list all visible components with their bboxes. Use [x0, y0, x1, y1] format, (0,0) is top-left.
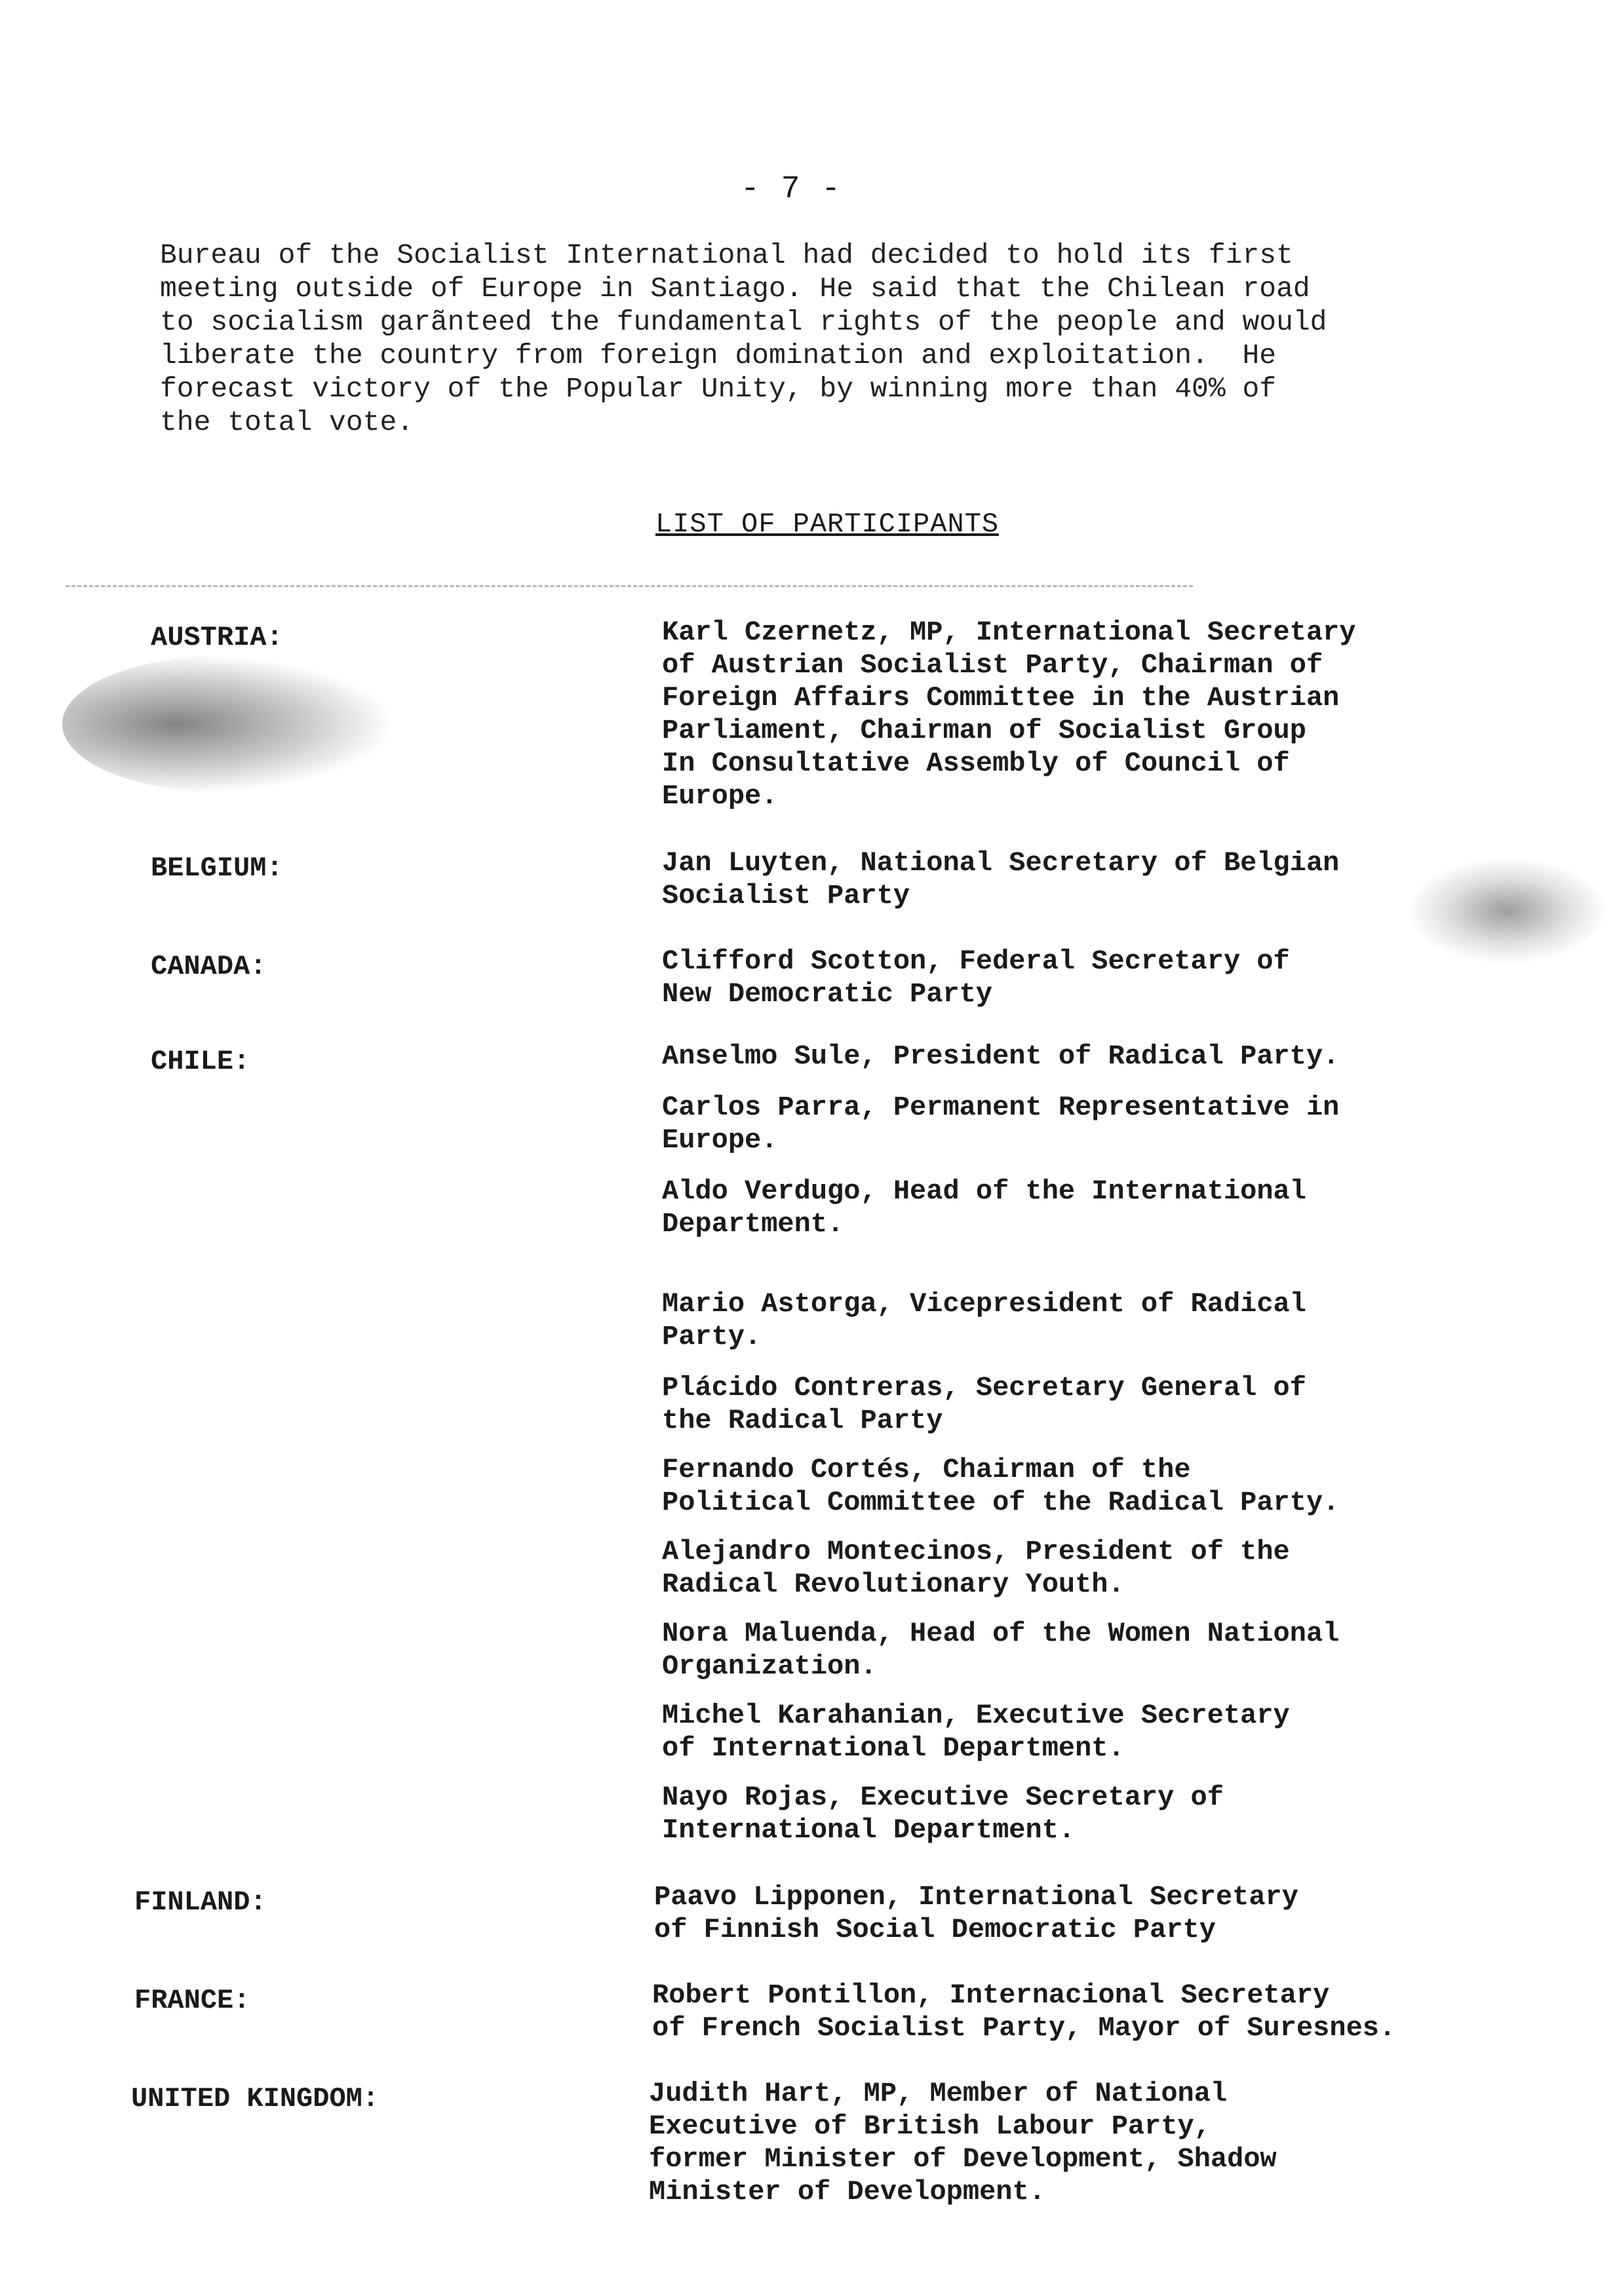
participant-entry: Clifford Scotton, Federal Secretary of New Democratic Party: [662, 946, 1290, 1010]
participant-entry: Mario Astorga, Vicepresident of Radical Party.: [662, 1288, 1306, 1352]
intro-line: meeting outside of Europe in Santiago. He said that the Chilean road: [160, 273, 1310, 305]
country-united-kingdom: UNITED KINGDOM:: [131, 2083, 379, 2114]
participant-entry: Karl Czernetz, MP, International Secretary of Austrian Socialist Party, Chairman of Foreign Affairs Committee in the Austrian Parliament, Chairman of Socialist Group In Consultative Assembly of Council of Europe.: [662, 617, 1356, 812]
country-austria: AUSTRIA:: [151, 622, 283, 653]
participant-entry: Michel Karahanian, Executive Secretary of International Department.: [662, 1700, 1290, 1764]
list-title: LIST OF PARTICIPANTS: [655, 508, 1000, 540]
country-canada: CANADA:: [151, 951, 267, 982]
separator-rule: [66, 585, 1193, 587]
participant-entry: Paavo Lipponen, International Secretary of Finnish Social Democratic Party: [654, 1881, 1298, 1945]
participant-entry: Judith Hart, MP, Member of National Executive of British Labour Party, former Minister of Development, Shadow Minister of Development.: [649, 2078, 1277, 2208]
participant-entry: Anselmo Sule, President of Radical Party.: [662, 1041, 1340, 1072]
participant-entry: Carlos Parra, Permanent Representative in Europe.: [662, 1092, 1340, 1156]
participant-entry: Aldo Verdugo, Head of the International Department.: [662, 1176, 1306, 1240]
intro-line: to socialism garãnteed the fundamental rights of the people and would: [160, 306, 1327, 338]
intro-line: the total vote.: [160, 406, 414, 438]
intro-line: liberate the country from foreign domination and exploitation. He: [160, 339, 1277, 372]
participant-entry: Plácido Contreras, Secretary General of the Radical Party: [662, 1372, 1306, 1436]
page-number: - 7 -: [741, 172, 842, 207]
scan-smudge: [1409, 858, 1606, 963]
intro-line: Bureau of the Socialist International had decided to hold its first: [160, 239, 1293, 271]
country-france: FRANCE:: [134, 1985, 250, 2016]
intro-paragraph: [160, 239, 1569, 439]
country-belgium: BELGIUM:: [151, 852, 283, 884]
participant-entry: Nora Maluenda, Head of the Women National Organization.: [662, 1618, 1340, 1682]
participant-entry: Alejandro Montecinos, President of the Radical Revolutionary Youth.: [662, 1536, 1290, 1600]
scan-smudge: [62, 655, 390, 793]
country-chile: CHILE:: [151, 1046, 250, 1077]
participant-entry: Robert Pontillon, Internacional Secretary of French Socialist Party, Mayor of Suresnes.: [652, 1980, 1396, 2044]
intro-line: forecast victory of the Popular Unity, by winning more than 40% of: [160, 373, 1277, 405]
participant-entry: Fernando Cortés, Chairman of the Political Committee of the Radical Party.: [662, 1454, 1340, 1518]
participant-entry: Nayo Rojas, Executive Secretary of International Department.: [662, 1782, 1224, 1846]
participant-entry: Jan Luyten, National Secretary of Belgian Socialist Party: [662, 847, 1340, 911]
country-finland: FINLAND:: [134, 1886, 267, 1918]
